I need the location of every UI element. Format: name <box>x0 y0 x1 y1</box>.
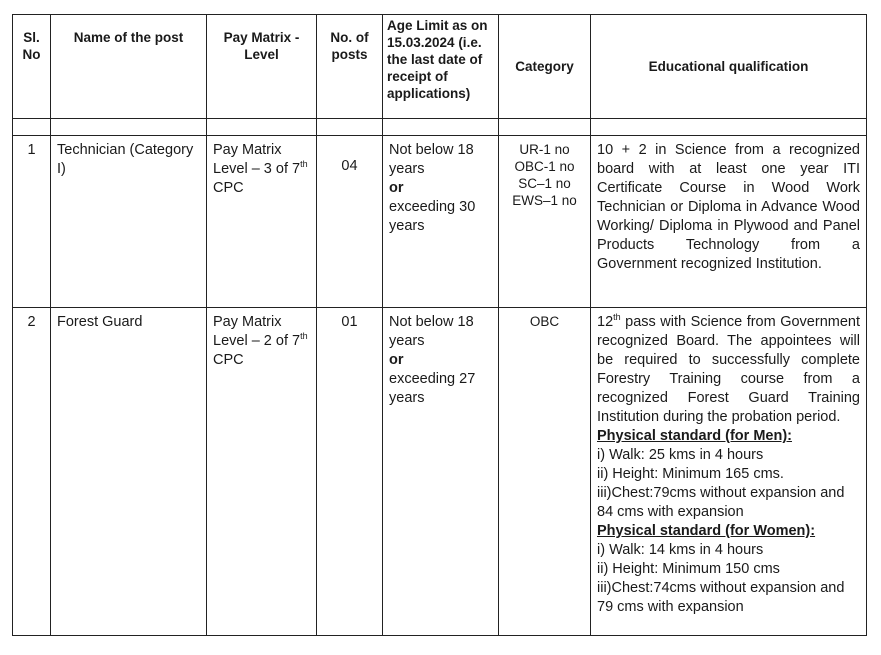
women-height: ii) Height: Minimum 150 cms <box>597 561 780 577</box>
header-category: Category <box>499 15 591 119</box>
qualification-text <box>597 313 860 427</box>
age-or: or <box>389 352 404 368</box>
row-post-name: Technician (Category I) <box>51 136 207 308</box>
category-item: EWS–1 no <box>512 193 577 208</box>
row-qualification: 10 + 2 in Science from a recognized board with at least one year ITI Certificate Course in Wood Work Technician or Diploma in Advance Wood Working/ Diploma in Plywood and Panel Products Technology from a Government recognized Institution. <box>591 136 867 308</box>
row-age-limit <box>383 136 499 308</box>
age-max: exceeding 30 years <box>389 199 476 234</box>
table-row <box>13 308 867 636</box>
category-item: OBC <box>529 314 560 329</box>
row-sl-no: 1 <box>13 136 51 308</box>
pay-cpc: CPC <box>213 352 244 368</box>
header-row <box>13 15 867 119</box>
category-item: UR-1 no <box>519 142 570 157</box>
pay-text: Pay Matrix Level – 3 of 7 <box>213 142 301 177</box>
row-category <box>499 308 591 636</box>
age-min: Not below 18 years <box>389 142 474 177</box>
row-qualification <box>591 308 867 636</box>
women-chest: iii)Chest:74cms without expansion and 79 cms with expansion <box>597 580 845 615</box>
men-standard-title: Physical standard (for Men): <box>597 428 792 444</box>
men-chest: iii)Chest:79cms without expansion and 84 cms with expansion <box>597 485 845 520</box>
row-pay-matrix <box>207 308 317 636</box>
row-no-of-posts: 01 <box>317 308 383 636</box>
pay-text: Pay Matrix Level – 2 of 7 <box>213 314 301 349</box>
row-post-name: Forest Guard <box>51 308 207 636</box>
table-row <box>13 136 867 308</box>
pay-sup: th <box>300 331 308 342</box>
category-item: SC–1 no <box>518 176 571 191</box>
header-sl-no: Sl. No <box>13 15 51 119</box>
header-no-of-posts: No. of posts <box>317 15 383 119</box>
row-age-limit <box>383 308 499 636</box>
recruitment-table <box>12 14 867 636</box>
header-qualification: Educational qualification <box>591 15 867 119</box>
spacer-row <box>13 119 867 136</box>
header-age-limit: Age Limit as on 15.03.2024 (i.e. the last date of receipt of applications) <box>383 15 499 119</box>
age-min: Not below 18 years <box>389 314 474 349</box>
age-max: exceeding 27 years <box>389 371 476 406</box>
pay-sup: th <box>300 159 308 170</box>
qual-body: pass with Science from Government recognized Board. The appointees will be required to successfully complete Forestry Training course from a recognized Forest Guard Training Institution during the probation period. <box>597 314 860 425</box>
men-height: ii) Height: Minimum 165 cms. <box>597 466 784 482</box>
category-item: OBC-1 no <box>514 159 575 174</box>
pay-cpc: CPC <box>213 180 244 196</box>
header-pay-matrix: Pay Matrix - Level <box>207 15 317 119</box>
age-or: or <box>389 180 404 196</box>
men-walk: i) Walk: 25 kms in 4 hours <box>597 447 764 463</box>
women-standard-title: Physical standard (for Women): <box>597 523 816 539</box>
row-no-of-posts: 04 <box>317 136 383 308</box>
row-category <box>499 136 591 308</box>
header-post-name: Name of the post <box>51 15 207 119</box>
qual-sup: th <box>613 312 621 323</box>
women-walk: i) Walk: 14 kms in 4 hours <box>597 542 764 558</box>
row-pay-matrix <box>207 136 317 308</box>
row-sl-no: 2 <box>13 308 51 636</box>
qual-num: 12 <box>597 314 614 330</box>
